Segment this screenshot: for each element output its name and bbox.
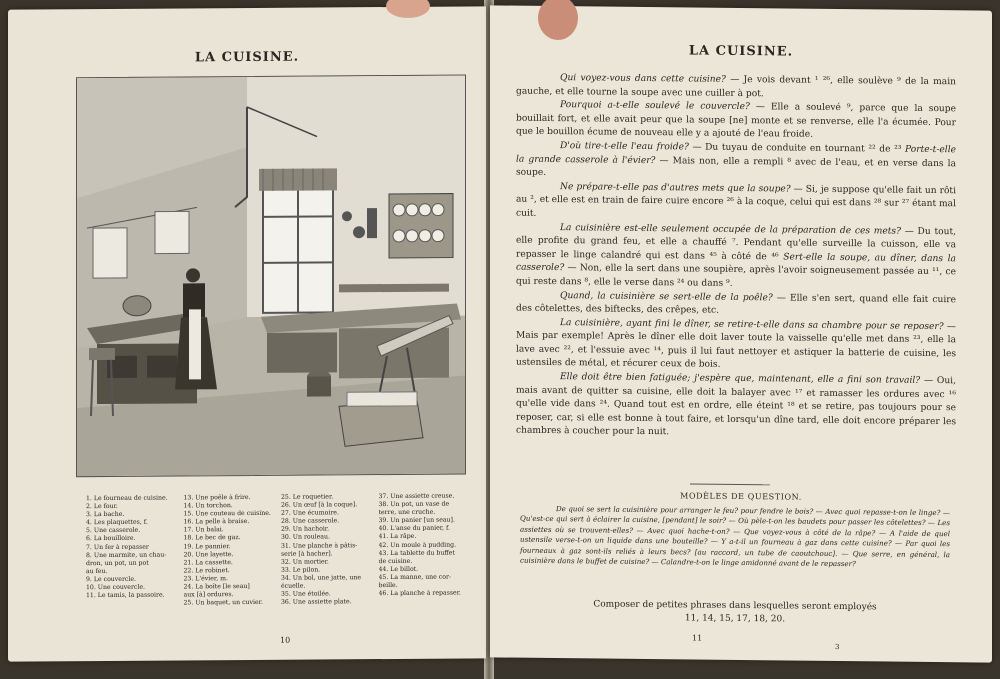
body-paragraph: [516, 289, 956, 321]
legend-item: 8. Une marmite, un chau-: [86, 551, 167, 559]
legend-column-1: [86, 494, 178, 608]
illustration-legend: [86, 492, 470, 608]
legend-item: 28. Une casserole.: [281, 517, 340, 526]
legend-item: serie [à hacher].: [281, 550, 333, 558]
body-text: [516, 72, 956, 444]
legend-column-3: [281, 493, 373, 607]
legend-item: 1. Le fourneau de cuisine.: [86, 494, 168, 503]
legend-item: 31. Une planche à pâtis-: [281, 541, 358, 550]
legend-item: 44. Le billot.: [378, 565, 419, 573]
legend-item: 34. Un bol, une jatte, une: [281, 574, 361, 582]
compose-numbers: 11, 14, 15, 17, 18, 20.: [684, 613, 786, 625]
question-models: [520, 504, 950, 571]
legend-item: 35. Une étoilée.: [281, 590, 331, 598]
legend-item: 26. Un œuf [à la coque].: [281, 501, 358, 509]
answer-text: — Mais non, elle a rempli ⁸ avec de l'eau, et en verse dans la soupe.: [516, 155, 956, 179]
section-divider: [690, 483, 770, 485]
compose-instruction: [520, 598, 950, 629]
legend-item: 17. Un balai.: [183, 526, 224, 534]
answer-text: — Oui, mais avant de quitter sa cuisine, elle doit la balayer avec ¹⁷ et ramasser les ordures avec ¹⁶ qu'elle vide dans ²⁴. Quand tout est en ordre, elle éteint ¹⁸ et se retire, pas toujours pour se reposer, car, si elle est bonne à tout faire, et lorsqu'un dîne tard, elle doit encore préparer les chambres à coucher pour la nuit.: [516, 375, 956, 438]
legend-item: 21. La cassette.: [183, 558, 233, 567]
legend-item: 4. Les plaquettes, f.: [86, 518, 148, 527]
body-paragraph: [516, 316, 956, 375]
question-paragraph: De quoi se sert la cuisinière pour arranger le feu? pour fendre le bois? — Avec quoi repasse-t-on le linge? — Qu'est-ce qui sert à éclairer la cuisine, [pendant] le soir? — Où pèle-t-on les baudets pour passer les côtelettes? — Les assiettes où se trouvent-elles? — Avec quoi hache-t-on? — Que voyez-vous à côté de la râpe? — A l'aide de quel ustensile verse-t-on un liquide dans une bouteille? — Y a-t-il un fourneau à gaz dans cette cuisine? — Par quoi les fourneaux à gaz sont-ils reliés à leurs becs? [au raccord, un tube de caoutchouc]. — Que serre, en général, la cuisinière dans le buffet de cuisine? — Calandre-t-on le linge amidonné avant de le repasser?: [520, 504, 950, 569]
legend-item: 46. La planche à repasser.: [378, 589, 461, 598]
legend-item: 33. Le pilon.: [281, 566, 321, 574]
legend-item: 40. L'anse du panier, f.: [378, 524, 451, 533]
question-text: La cuisinière est-elle seulement occupée de la préparation de ces mets?: [560, 222, 901, 237]
legend-item: terre, une cruche.: [378, 508, 436, 517]
legend-item: au feu.: [86, 567, 108, 575]
body-paragraph: [516, 221, 956, 294]
legend-item: écuelle.: [281, 582, 306, 590]
legend-item: 23. L'évier, m.: [183, 575, 228, 583]
body-paragraph: [516, 140, 956, 185]
question-text: Pourquoi a-t-elle soulevé le couvercle?: [560, 100, 750, 113]
legend-item: 43. La tablette du buffet: [378, 549, 455, 557]
legend-item: 14. Un torchon.: [183, 502, 233, 510]
legend-item: 19. Le pannier.: [183, 542, 231, 551]
question-text: Qui voyez-vous dans cette cuisine?: [560, 73, 726, 85]
legend-item: 37. Une assiette creuse.: [378, 492, 455, 501]
left-page-number: 10: [280, 635, 291, 645]
right-page-title: LA CUISINE.: [688, 43, 794, 60]
legend-item: 2. Le four.: [86, 502, 118, 511]
question-text: D'où tire-t-elle l'eau froide?: [560, 141, 689, 153]
answer-text: — Du tuyau de conduite en tournant ²² de ²³: [688, 142, 905, 155]
legend-item: de cuisine.: [378, 557, 413, 565]
body-paragraph: [516, 99, 956, 144]
legend-item: 45. La manne, une cor-: [378, 573, 452, 582]
legend-item: 22. Le robinet.: [183, 566, 230, 575]
legend-item: 6. La bouilloire.: [86, 535, 136, 543]
answer-text: — Elle s'en sert, quand elle fait cuire des côtelettes, des biftecks, des crêpes, etc.: [516, 292, 956, 316]
corner-number: 3: [835, 642, 840, 652]
legend-item: dron, un pot, un pot: [86, 559, 149, 567]
legend-item: 5. Une casserole.: [86, 527, 141, 535]
answer-text: — Si, je suppose qu'elle fait un rôti au ², et elle est en train de faire cuire encore ²⁶ à la coque, celui qui est dans ²⁸ sur ²⁷ étant mal cuit.: [516, 184, 956, 219]
question-text: Ne prépare-t-elle pas d'autres mets que la soupe?: [560, 181, 791, 195]
body-paragraph: [516, 180, 956, 225]
legend-item: beille.: [378, 581, 398, 590]
right-page: [490, 5, 992, 662]
answer-text: — Je vois devant ¹ ²⁶, elle soulève ⁹ de la main gauche, et elle tourne la soupe avec une cuiller à pot.: [516, 74, 956, 99]
legend-item: 42. Un moule à pudding.: [378, 541, 457, 549]
left-page: [8, 6, 486, 661]
legend-item: 27. Une écumoire.: [281, 509, 339, 517]
body-paragraph: [516, 371, 956, 444]
question-text: La cuisinière, ayant fini le dîner, se retire-t-elle dans sa chambre pour se reposer?: [560, 317, 944, 332]
question-text: Quand, la cuisinière se sert-elle de la poêle?: [560, 290, 773, 303]
answer-text: — Elle a soulevé ⁹, parce que la soupe bouillait fort, et elle avait peur que la soupe [ne] monte et se renverse, elle l'a écumée. Pour que le bouillon écume de nouveau elle y a ajouté de l'eau froide.: [516, 102, 956, 141]
legend-item: 16. La pelle à braise.: [183, 518, 250, 526]
legend-item: 10. Une couvercle.: [86, 583, 145, 592]
answer-text: — Non, elle la sert dans une soupière, après l'avoir soigneusement passée au ¹¹, ce qui reste dans ⁸, elle le verse dans ²⁴ ou dans ⁹.: [516, 263, 956, 289]
section-title: MODÈLES DE QUESTION.: [680, 491, 802, 502]
legend-item: 36. Une assiette plate.: [281, 598, 352, 606]
right-page-number: 11: [692, 633, 703, 643]
compose-line: Composer de petites phrases dans lesquelles seront employés: [593, 599, 877, 613]
legend-item: 20. Une layette.: [183, 550, 234, 559]
answer-text: — Du tout, elle profite du grand feu, et elle a chauffé ⁷. Pendant qu'elle surveille la cuisson, elle va repasser le linge calandré qui est dans ⁴⁵ à côté de ⁴⁶: [516, 226, 956, 263]
holding-fingers: [380, 0, 590, 44]
kitchen-illustration: [76, 74, 466, 477]
legend-item: 32. Un mortier.: [281, 558, 329, 566]
legend-item: 30. Un rouleau.: [281, 533, 330, 542]
legend-item: 25. Un baquet, un cuvier.: [183, 599, 263, 607]
question-text: Porte-t-elle la grande casserole à l'évier?: [516, 144, 956, 166]
legend-item: 29. Un hachoir.: [281, 525, 330, 534]
legend-item: 7. Un fer à repasser: [86, 543, 149, 551]
legend-item: 24. La boîte [le seau]: [183, 583, 250, 591]
legend-item: 41. La râpe.: [378, 533, 417, 541]
legend-item: 13. Une poêle à frire.: [183, 493, 251, 502]
legend-item: 18. Le bec de gaz.: [183, 534, 241, 542]
answer-text: — Mais par exemple! Après le dîner elle doit laver toute la vaisselle qu'elle met dans ²³, elle la lave avec ²², et l'essuie avec ¹⁴, puis il lui faut nettoyer et astiquer la batterie de cuisine, les ustensiles de métal, et récurer ceux de bois.: [516, 321, 956, 371]
legend-column-4: [379, 492, 471, 606]
legend-item: 15. Une couteau de cuisine.: [183, 510, 271, 518]
legend-item: 25. Le roquetier.: [281, 493, 334, 501]
legend-item: 39. Un panier [un seau].: [378, 516, 455, 525]
legend-item: aux [à] ordures.: [183, 591, 234, 599]
legend-column-2: [184, 494, 276, 608]
question-text: Elle doit être bien fatiguée; j'espère que, maintenant, elle a fini son travail?: [560, 372, 921, 386]
legend-item: 38. Un pot, un vase de: [378, 500, 450, 509]
legend-item: 9. Le couvercle.: [86, 575, 136, 584]
left-page-title: LA CUISINE.: [194, 49, 300, 66]
legend-item: 11. Le tamis, la passoire.: [86, 591, 165, 600]
question-text: Sert-elle la soupe, au dîner, dans la casserole?: [516, 252, 956, 274]
legend-item: 3. La bache.: [86, 511, 125, 519]
